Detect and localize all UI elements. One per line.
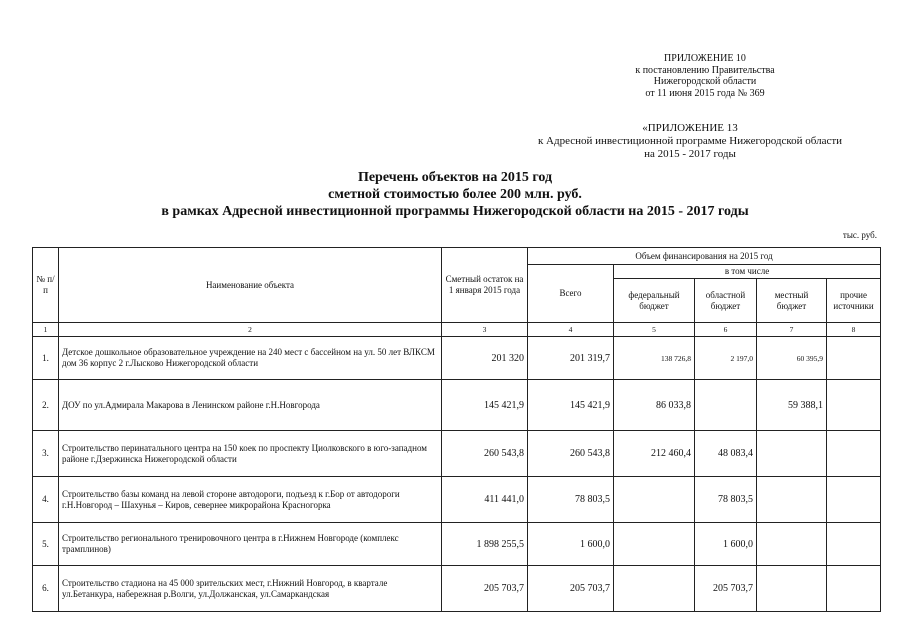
row-regional: 78 803,5 bbox=[695, 477, 757, 523]
header-name: Наименование объекта bbox=[59, 248, 442, 323]
row-federal: 212 460,4 bbox=[614, 431, 695, 477]
header-including: в том числе bbox=[614, 265, 881, 279]
row-balance: 1 898 255,5 bbox=[442, 523, 528, 566]
col-number: 1 bbox=[33, 323, 59, 337]
col-number: 5 bbox=[614, 323, 695, 337]
row-num: 5. bbox=[33, 523, 59, 566]
row-federal: 86 033,8 bbox=[614, 380, 695, 431]
row-total: 260 543,8 bbox=[528, 431, 614, 477]
col-number: 4 bbox=[528, 323, 614, 337]
row-local bbox=[757, 523, 827, 566]
row-num: 6. bbox=[33, 566, 59, 612]
row-total: 201 319,7 bbox=[528, 337, 614, 380]
row-regional: 48 083,4 bbox=[695, 431, 757, 477]
row-federal bbox=[614, 477, 695, 523]
appendix-10-header bbox=[600, 53, 810, 99]
row-other bbox=[827, 337, 881, 380]
objects-table bbox=[32, 247, 881, 612]
appendix-10-line3: Нижегородской области bbox=[653, 76, 757, 87]
header-row-1 bbox=[33, 248, 881, 265]
appendix-13-header bbox=[500, 122, 880, 161]
header-regional: областной бюджет bbox=[695, 279, 757, 323]
row-other bbox=[827, 523, 881, 566]
row-balance: 260 543,8 bbox=[442, 431, 528, 477]
row-federal: 138 726,8 bbox=[614, 337, 695, 380]
header-balance: Сметный остаток на 1 января 2015 года bbox=[442, 248, 528, 323]
table-row bbox=[33, 431, 881, 477]
row-local bbox=[757, 566, 827, 612]
appendix-13-line3: на 2015 - 2017 годы bbox=[644, 148, 736, 160]
appendix-13-title: «ПРИЛОЖЕНИЕ 13 bbox=[642, 122, 738, 134]
table-row bbox=[33, 380, 881, 431]
unit-label: тыс. руб. bbox=[842, 230, 877, 240]
col-number: 8 bbox=[827, 323, 881, 337]
row-balance: 145 421,9 bbox=[442, 380, 528, 431]
row-num: 2. bbox=[33, 380, 59, 431]
title-line-3: в рамках Адресной инвестиционной программы Нижегородской области на 2015 - 2017 годы bbox=[161, 204, 749, 219]
table-row bbox=[33, 477, 881, 523]
table-row bbox=[33, 566, 881, 612]
row-total: 145 421,9 bbox=[528, 380, 614, 431]
title-line-2: сметной стоимостью более 200 млн. руб. bbox=[328, 187, 582, 202]
row-num: 1. bbox=[33, 337, 59, 380]
header-federal: федеральный бюджет bbox=[614, 279, 695, 323]
appendix-10-date: от 11 июня 2015 года № 369 bbox=[645, 87, 765, 99]
row-name: ДОУ по ул.Адмирала Макарова в Ленинском районе г.Н.Новгорода bbox=[59, 380, 442, 431]
row-local bbox=[757, 477, 827, 523]
table-row bbox=[33, 523, 881, 566]
row-regional: 205 703,7 bbox=[695, 566, 757, 612]
row-federal bbox=[614, 523, 695, 566]
col-number: 7 bbox=[757, 323, 827, 337]
header-other: прочие источники bbox=[827, 279, 881, 323]
row-name: Строительство регионального тренировочного центра в г.Нижнем Новгороде (комплекс трамплинов) bbox=[59, 523, 442, 566]
row-name: Детское дошкольное образовательное учреждение на 240 мест с бассейном на ул. 50 лет ВЛКСМ дом 36 корпус 2 г.Лысково Нижегородской области bbox=[59, 337, 442, 380]
appendix-10-title: ПРИЛОЖЕНИЕ 10 bbox=[664, 53, 746, 64]
row-regional bbox=[695, 380, 757, 431]
row-name: Строительство стадиона на 45 000 зрительских мест, г.Нижний Новгород, в квартале ул.Бетанкура, набережная р.Волги, ул.Должанская, ул.Самаркандская bbox=[59, 566, 442, 612]
row-num: 4. bbox=[33, 477, 59, 523]
row-local: 59 388,1 bbox=[757, 380, 827, 431]
row-balance: 411 441,0 bbox=[442, 477, 528, 523]
row-regional: 2 197,0 bbox=[695, 337, 757, 380]
column-number-row bbox=[33, 323, 881, 337]
row-local bbox=[757, 431, 827, 477]
document-title bbox=[60, 169, 850, 220]
row-other bbox=[827, 380, 881, 431]
row-other bbox=[827, 477, 881, 523]
col-number: 2 bbox=[59, 323, 442, 337]
row-total: 78 803,5 bbox=[528, 477, 614, 523]
header-local: местный бюджет bbox=[757, 279, 827, 323]
row-balance: 201 320 bbox=[442, 337, 528, 380]
row-total: 205 703,7 bbox=[528, 566, 614, 612]
table-row bbox=[33, 337, 881, 380]
header-total: Всего bbox=[528, 265, 614, 323]
header-funding: Объем финансирования на 2015 год bbox=[528, 248, 881, 265]
title-line-1: Перечень объектов на 2015 год bbox=[357, 170, 553, 185]
row-name: Строительство перинатального центра на 150 коек по проспекту Циолковского в юго-западном районе г.Дзержинска Нижегородской области bbox=[59, 431, 442, 477]
row-other bbox=[827, 566, 881, 612]
row-federal bbox=[614, 566, 695, 612]
row-num: 3. bbox=[33, 431, 59, 477]
appendix-13-line2: к Адресной инвестиционной программе Нижегородской области bbox=[537, 135, 843, 147]
row-balance: 205 703,7 bbox=[442, 566, 528, 612]
col-number: 6 bbox=[695, 323, 757, 337]
col-number: 3 bbox=[442, 323, 528, 337]
row-local: 60 395,9 bbox=[757, 337, 827, 380]
appendix-10-line2: к постановлению Правительства bbox=[635, 64, 775, 76]
row-regional: 1 600,0 bbox=[695, 523, 757, 566]
row-total: 1 600,0 bbox=[528, 523, 614, 566]
header-num: № п/п bbox=[33, 248, 59, 323]
row-name: Строительство базы команд на левой стороне автодороги, подъезд к г.Бор от автодороги г.Н.Новгород – Шахунья – Киров, севернее микрорайона Красногорка bbox=[59, 477, 442, 523]
row-other bbox=[827, 431, 881, 477]
